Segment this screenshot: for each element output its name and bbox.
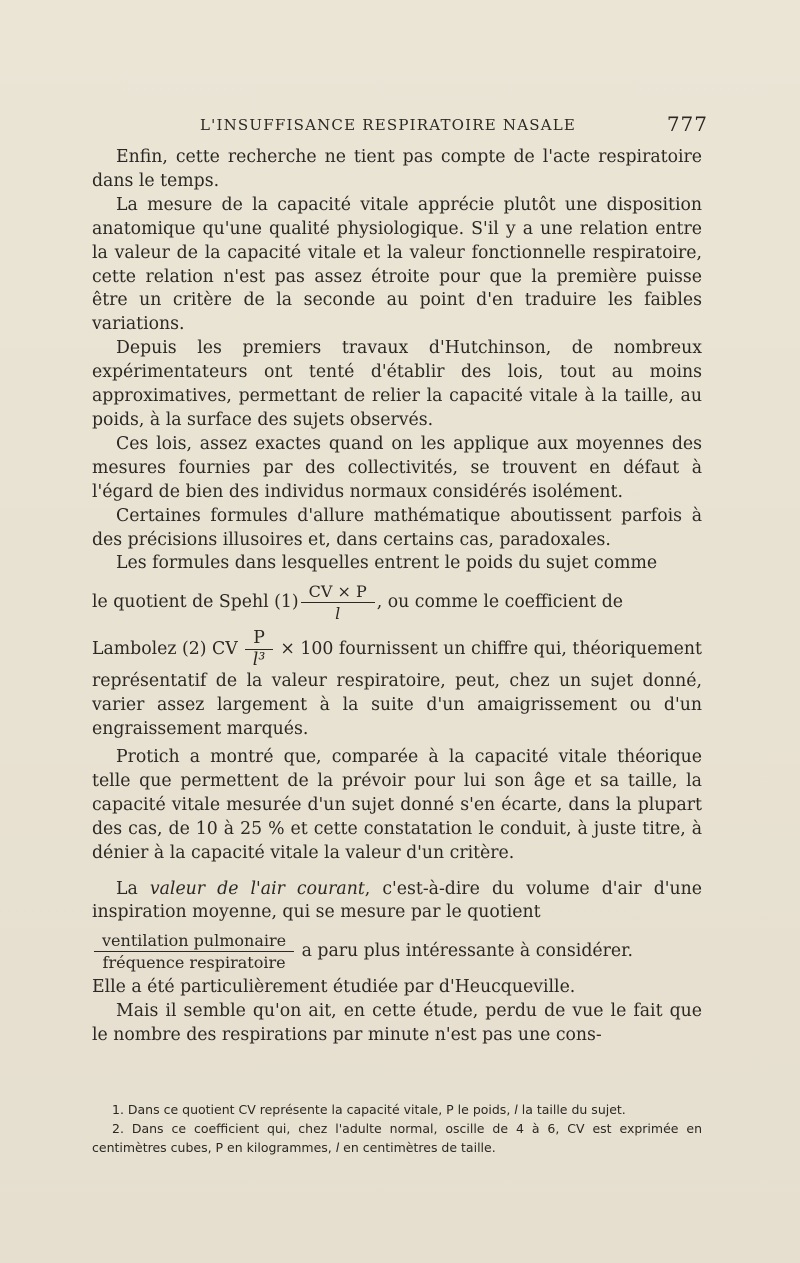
- spehl-denominator: [301, 603, 375, 623]
- page-number: 777: [666, 112, 708, 136]
- running-head: [92, 112, 708, 142]
- spehl-text-after: , ou comme le coefficient de: [376, 592, 624, 613]
- p8-text-mid: , c'est-à-dire du volume d'air d'une inspiration moyenne, qui se mesure par le quotient: [92, 878, 702, 923]
- footnote-1-italic: l: [514, 1102, 518, 1117]
- footnote-2: [92, 1119, 702, 1157]
- paragraph-3: Depuis les premiers travaux d'Hutchinson, de nombreux expérimentateurs ont tenté d'établir des lois, tout au moins approximatives, permettant de relier la capacité vitale à la taille, au poids, à la surface des sujets observés.: [92, 338, 702, 430]
- footnote-2-text: 2. Dans ce coefficient qui, chez l'adulte normal, oscille de 4 à 6, CV est exprimée en centimètres cubes, P en kilogrammes,: [92, 1121, 702, 1155]
- lambolez-numerator: P: [245, 629, 273, 650]
- formulas-intro: Les formules dans lesquelles entrent le poids du sujet comme: [116, 553, 658, 574]
- paragraph-2: La mesure de la capacité vitale apprécie plutôt une disposition anatomique qu'une qualité physiologique. S'il y a une relation entre la valeur de la capacité vitale et la valeur fonctionnelle respiratoire, cette relation n'est pas assez étroite pour que la première puisse être un critère de la seconde au point d'en traduire les faibles variations.: [92, 194, 702, 335]
- paragraph-9: Mais il semble qu'on ait, en cette étude, perdu de vue le fait que le nombre des respirations par minute n'est pas une cons-: [92, 1001, 702, 1046]
- paragraph-7: Protich a montré que, comparée à la capacité vitale théorique telle que permettent de la prévoir pour lui son âge et sa taille, la capacité vitale mesurée d'un sujet donné s'en écarte, dans la plupart des cas, de 10 à 25 % et cette constatation le conduit, à juste titre, à dénier à la capacité vitale la valeur d'un critère.: [92, 747, 702, 863]
- spehl-text: le quotient de Spehl (1): [92, 592, 299, 613]
- footnotes: [92, 1100, 702, 1157]
- footnote-2-text-end: en centimètres de taille.: [339, 1140, 496, 1155]
- lambolez-denominator: [245, 650, 273, 670]
- lambolez-fraction: [245, 629, 273, 670]
- paragraph-1: Enfin, cette recherche ne tient pas compte de l'acte respiratoire dans le temps.: [92, 147, 702, 191]
- spehl-denominator-text: l: [335, 604, 341, 624]
- ventilation-denominator: fréquence respiratoire: [102, 953, 286, 973]
- paragraph-6: [92, 552, 702, 576]
- spehl-formula-line: [92, 582, 702, 623]
- footnote-2-italic: l: [335, 1140, 340, 1155]
- ventilation-numerator: ventilation pulmonaire: [94, 931, 294, 952]
- spehl-fraction: [301, 582, 375, 623]
- paragraph-5: Certaines formules d'allure mathématique aboutissent parfois à des précisions illusoires et, dans certains cas, paradoxales.: [92, 505, 702, 550]
- body-text: [92, 146, 702, 1048]
- p8-text-after-fraction: a paru plus intéressante à considérer.: [296, 941, 633, 962]
- lambolez-text-after: × 100 fournissent un chiffre qui, théoriquement représentatif de la valeur respiratoire, peut, chez un sujet donné, varier assez largement à la suite d'un amaigrissement ou d'un engraissement marqués.: [92, 639, 702, 740]
- footnote-1-text-end: la taille du sujet.: [517, 1102, 626, 1117]
- lambolez-formula-line: [92, 629, 702, 742]
- p8-italic-term: valeur de l'air courant: [149, 878, 365, 899]
- paragraph-8-end: Elle a été particulièrement étudiée par d'Heucqueville.: [92, 977, 576, 998]
- paragraph-8: [92, 878, 702, 926]
- footnote-1-text: 1. Dans ce quotient CV représente la capacité vitale, P le poids,: [112, 1102, 515, 1117]
- ventilation-fraction: [94, 931, 294, 972]
- footnote-1: [92, 1100, 702, 1119]
- p8-text-start: La: [116, 878, 150, 899]
- lambolez-text: Lambolez (2) CV: [92, 639, 238, 660]
- running-head-title: L'INSUFFISANCE RESPIRATOIRE NASALE: [200, 116, 577, 134]
- paragraph-4: Ces lois, assez exactes quand on les applique aux moyennes des mesures fournies par des collectivités, se trouvent en défaut à l'égard de bien des individus normaux considérés isolément.: [92, 433, 702, 502]
- spehl-numerator: CV × P: [301, 582, 375, 603]
- lambolez-denominator-text: l³: [252, 650, 266, 671]
- ventilation-formula-line: [92, 931, 702, 972]
